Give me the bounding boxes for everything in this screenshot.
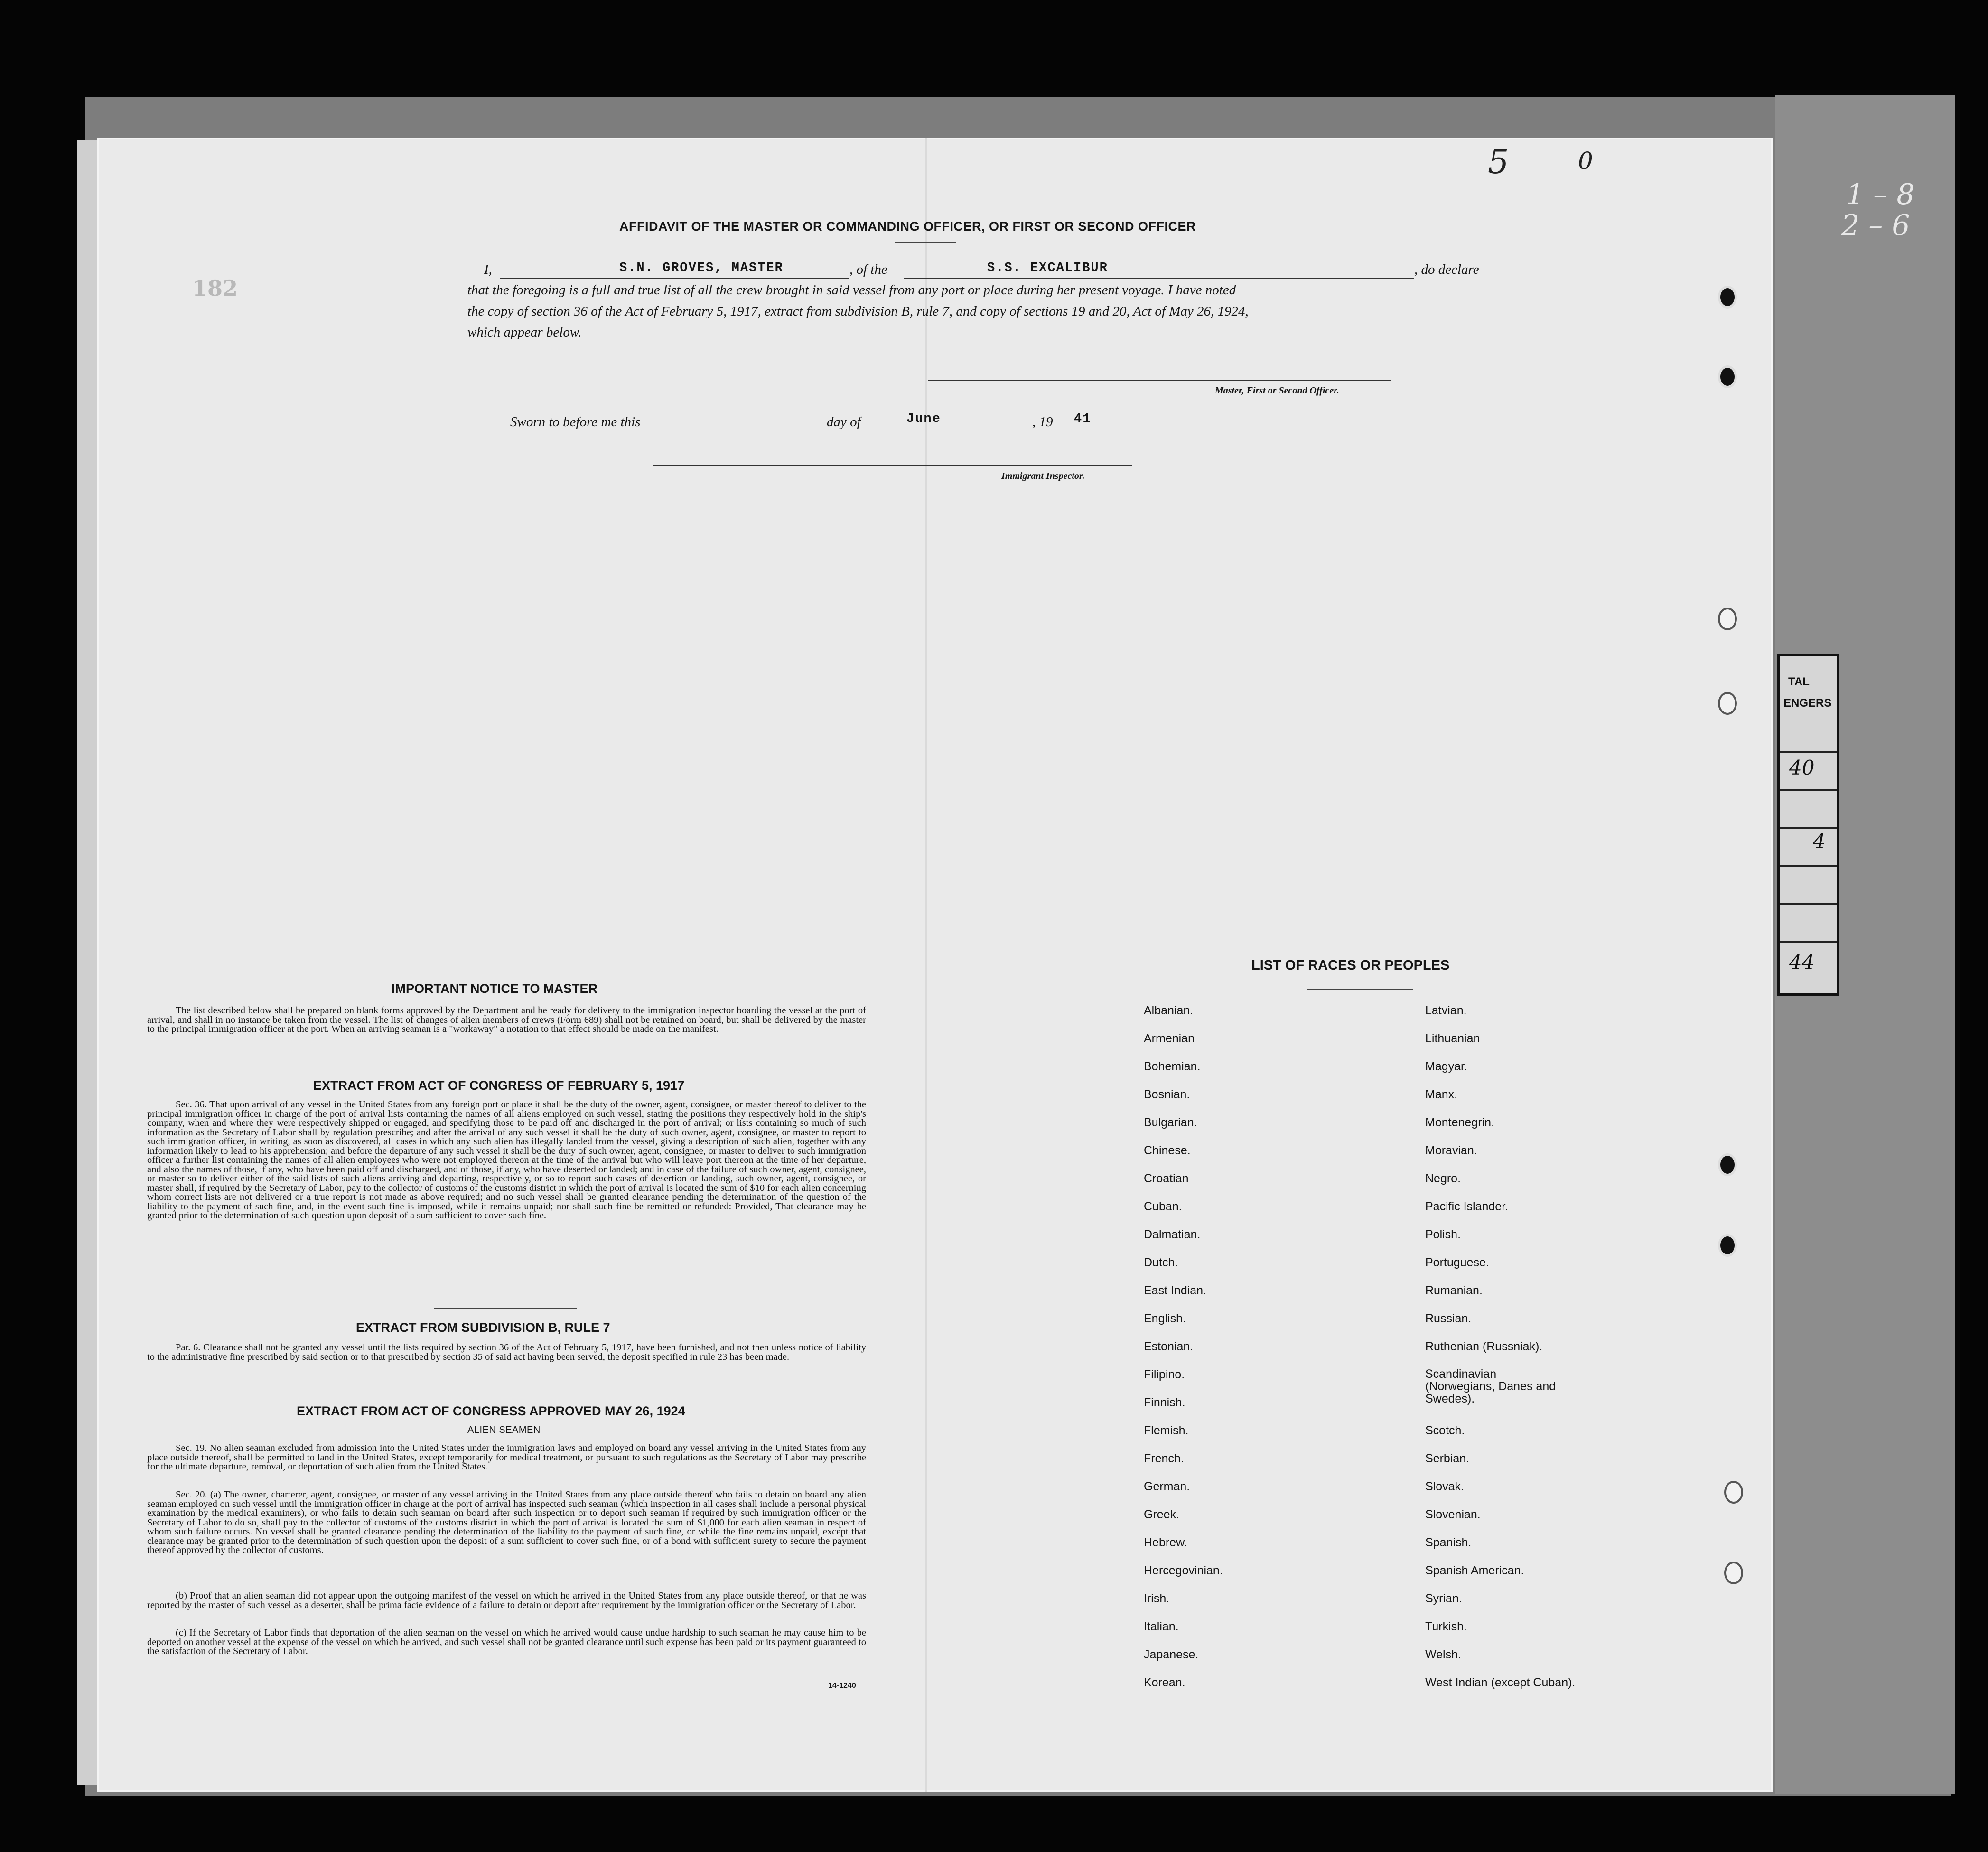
race-item: Bulgarian. bbox=[1144, 1116, 1197, 1129]
handwritten-sheet-number-a: 5 bbox=[1488, 142, 1509, 181]
master-signature-line bbox=[928, 380, 1391, 381]
punch-hole bbox=[1718, 286, 1737, 309]
punch-hole bbox=[1718, 608, 1737, 630]
inspector-caption: Immigrant Inspector. bbox=[1001, 471, 1085, 481]
race-item: Slovenian. bbox=[1425, 1508, 1481, 1521]
form-sheet bbox=[97, 138, 1773, 1792]
race-item: Serbian. bbox=[1425, 1452, 1470, 1465]
race-item: Japanese. bbox=[1144, 1648, 1199, 1661]
tab-total-2: 4 bbox=[1813, 830, 1826, 853]
race-item: Armenian bbox=[1144, 1032, 1195, 1045]
do-declare-label: , do declare bbox=[1414, 262, 1479, 277]
total-passengers-tab bbox=[1777, 654, 1839, 996]
sworn-prefix: Sworn to before me this bbox=[510, 414, 641, 430]
race-item: Korean. bbox=[1144, 1676, 1185, 1689]
races-left-column bbox=[1144, 1004, 1223, 1704]
tab-total-1: 40 bbox=[1789, 756, 1815, 779]
title-underline bbox=[895, 242, 956, 243]
race-item: Manx. bbox=[1425, 1088, 1458, 1101]
race-item: Ruthenian (Russniak). bbox=[1425, 1340, 1543, 1353]
extract-1917-title: EXTRACT FROM ACT OF CONGRESS OF FEBRUARY 5, 1917 bbox=[313, 1078, 685, 1093]
affidavit-prefix: I, bbox=[484, 262, 492, 277]
race-item: Dutch. bbox=[1144, 1256, 1178, 1269]
race-item: Turkish. bbox=[1425, 1620, 1467, 1633]
punch-hole bbox=[1718, 692, 1737, 715]
race-item: Filipino. bbox=[1144, 1368, 1185, 1381]
section-19-text: Sec. 19. No alien seaman excluded from admission into the United States under the immigration laws and employed on board any vessel arriving in the United States from any place outside thereof, shall be permitted to land in the United States, except temporarily for medical treatment, or pursuant to such regulations as the Secretary of Labor may prescribe for the ultimate departure, removal, or deportation of such alien from the United States. bbox=[147, 1443, 866, 1472]
race-item: French. bbox=[1144, 1452, 1184, 1465]
extract-1917-text: Sec. 36. That upon arrival of any vessel in the United States from any foreign port or place it shall be the duty of the owner, agent, consignee, or master thereof to deliver to the principal immigration officer in charge of the port of arrival lists containing the names of all aliens employed on such vessel, stating the positions they respectively hold in the ship's company, when and where they were respectively shipped or engaged, and specifying those to be paid off and discharged in the port of arrival; or lists containing so much of such information as the Secretary of Labor shall by regulation prescribe; and after the arrival of any such vessel it shall be the duty of such owner, agent, consignee, or master to report to such immigration officer, in writing, as soon as discovered, all cases in which any such alien has illegally landed from the vessel, giving a description of such alien, together with any information likely to lead to his apprehension; and before the departure of any such vessel it shall be the duty of such owner, agent, consignee, or master to deliver to such immigration officer a further list containing the names of all alien employees who were not employed thereon at the time of the arrival but who will leave port thereon at the time of her departure, and also the names of those, if any, who have been paid off and discharged, and of those, if any, who have deserted or landed; and in case of the failure of such owner, agent, consignee, or master so to deliver either of the said lists of such aliens arriving and departing, respectively, or so to report such cases of desertion or landing, such owner, agent, consignee, or master shall, if required by the Secretary of Labor, pay to the collector of customs of the customs district in which the port of arrival is located the sum of $10 for each alien concerning whom correct lists are not delivered or a true report is not made as above required; and no such vessel shall be granted clearance pending the determination of the question of the liability to the payment of such fine, and, in the event such fine is imposed, while it remains unpaid; nor shall such fine be remitted or refunded: Provided, That clearance may be granted prior to the determination of such question upon deposit of a sum sufficient to cover such fine. bbox=[147, 1099, 866, 1221]
officer-name-value: S.N. GROVES, MASTER bbox=[619, 261, 784, 275]
punch-hole bbox=[1724, 1481, 1743, 1504]
officer-name-blank bbox=[500, 278, 849, 279]
section-20b-text: (b) Proof that an alien seaman did not appear upon the outgoing manifest of the vessel on which he arrived in the United States from any place outside thereof, or that he was reported by the master of such vessel as a deserter, shall be prima facie evidence of a failure to detain or deport after requirement by the immigration officer or the Secretary of Labor. bbox=[147, 1590, 866, 1610]
race-item: Albanian. bbox=[1144, 1004, 1194, 1017]
race-item: German. bbox=[1144, 1480, 1190, 1493]
punch-hole bbox=[1718, 1153, 1737, 1176]
race-item: Welsh. bbox=[1425, 1648, 1461, 1661]
race-item: West Indian (except Cuban). bbox=[1425, 1676, 1576, 1689]
race-item: Finnish. bbox=[1144, 1396, 1185, 1409]
affidavit-body-line-2: the copy of section 36 of the Act of February 5, 1917, extract from subdivision B, rule 7, and copy of sections 19 and 20, Act of May 26, 1924, bbox=[467, 304, 1249, 319]
race-item: Irish. bbox=[1144, 1592, 1170, 1605]
race-item: Spanish American. bbox=[1425, 1564, 1524, 1577]
race-item: Rumanian. bbox=[1425, 1284, 1483, 1297]
year-prefix: , 19 bbox=[1032, 414, 1053, 430]
race-item: Moravian. bbox=[1425, 1144, 1477, 1157]
race-item: Scandinavian (Norwegians, Danes and Swedes). bbox=[1425, 1367, 1556, 1405]
race-item: Negro. bbox=[1425, 1172, 1461, 1185]
race-item: Estonian. bbox=[1144, 1340, 1194, 1353]
extract-rule7-title: EXTRACT FROM SUBDIVISION B, RULE 7 bbox=[356, 1320, 610, 1335]
form-number: 14-1240 bbox=[828, 1682, 856, 1690]
affidavit-body-line-3: which appear below. bbox=[467, 325, 582, 340]
race-item: Slovak. bbox=[1425, 1480, 1464, 1493]
race-item: Hercegovinian. bbox=[1144, 1564, 1223, 1577]
race-item: East Indian. bbox=[1144, 1284, 1207, 1297]
vessel-name-blank bbox=[904, 278, 1414, 279]
of-the-label: , of the bbox=[849, 262, 887, 277]
notice-title: IMPORTANT NOTICE TO MASTER bbox=[392, 982, 597, 996]
page-fold bbox=[925, 138, 927, 1792]
punch-hole bbox=[1718, 1234, 1737, 1257]
race-item: Russian. bbox=[1425, 1312, 1472, 1325]
race-item: Dalmatian. bbox=[1144, 1228, 1201, 1241]
handwritten-margin-note-2: 2 – 6 bbox=[1841, 209, 1910, 242]
extract-1924-title: EXTRACT FROM ACT OF CONGRESS APPROVED MAY 26, 1924 bbox=[297, 1404, 685, 1418]
sworn-year-value: 41 bbox=[1074, 412, 1092, 426]
tab-label-line-2: ENGERS bbox=[1783, 697, 1832, 710]
race-item: Chinese. bbox=[1144, 1144, 1191, 1157]
race-item: Hebrew. bbox=[1144, 1536, 1187, 1549]
master-signature-caption: Master, First or Second Officer. bbox=[1215, 385, 1339, 396]
faint-stray-number: 182 bbox=[192, 275, 238, 301]
punch-hole bbox=[1718, 365, 1737, 388]
race-item: Lithuanian bbox=[1425, 1032, 1480, 1045]
race-item: Bosnian. bbox=[1144, 1088, 1190, 1101]
day-of-label: day of bbox=[827, 414, 861, 430]
section-20c-text: (c) If the Secretary of Labor finds that deportation of the alien seaman on the vessel on which he arrived would cause undue hardship to such seaman he may cause him to be deported on another vessel at the expense of the vessel on which he arrived, and such vessel shall not be granted clearance until such expense has been paid or its payment guaranteed to the satisfaction of the Secretary of Labor. bbox=[147, 1628, 866, 1656]
races-right-column bbox=[1425, 1004, 1575, 1704]
race-item: Syrian. bbox=[1425, 1592, 1462, 1605]
race-item: Flemish. bbox=[1144, 1424, 1189, 1437]
inspector-signature-line bbox=[653, 465, 1132, 466]
race-item: Polish. bbox=[1425, 1228, 1461, 1241]
race-item: Latvian. bbox=[1425, 1004, 1467, 1017]
section-20a-text: Sec. 20. (a) The owner, charterer, agent, consignee, or master of any vessel arriving in the United States from any place outside thereof who fails to detain on board any alien seaman employed on such vessel until the immigration officer in charge at the port of arrival has inspected such seaman (which inspection in all cases shall include a personal physical examination by the medical examiners), or who fails to detain such seaman on board after such inspection or to deport such seaman if required by such immigration officer or the Secretary of Labor to do so, shall pay to the collector of customs of the customs district in which the port of arrival is located the sum of $1,000 for each alien seaman in respect of whom such failure occurs. No vessel shall be granted clearance pending the determination of the liability to the payment of such fine, or while the fine remains unpaid, except that clearance may be granted prior to the determination of such question upon the deposit of a sum sufficient to cover such fine, or of a bond with sufficient surety to secure the payment thereof approved by the collector of customs. bbox=[147, 1489, 866, 1555]
notice-text: The list described below shall be prepared on blank forms approved by the Department and be ready for delivery to the immigration inspector boarding the vessel at the port of arrival, and shall in no instance be taken from the vessel. The list of changes of alien members of crews (Form 689) shall not be retained on board, but shall be delivered by the master to the principal immigration officer at the port. When an arriving seaman is a "workaway" a notation to that effect should be made on the manifest. bbox=[147, 1005, 866, 1034]
handwritten-margin-note-1: 1 – 8 bbox=[1846, 178, 1915, 211]
tab-total-3: 44 bbox=[1789, 951, 1815, 974]
punch-hole bbox=[1724, 1562, 1743, 1584]
vessel-name-value: S.S. EXCALIBUR bbox=[987, 261, 1108, 275]
race-item: Portuguese. bbox=[1425, 1256, 1489, 1269]
race-item: Magyar. bbox=[1425, 1060, 1467, 1073]
race-item: Cuban. bbox=[1144, 1200, 1182, 1213]
race-item: Italian. bbox=[1144, 1620, 1179, 1633]
extract-rule7-text: Par. 6. Clearance shall not be granted any vessel until the lists required by section 36 of the Act of February 5, 1917, have been furnished, and not then unless notice of liability to the administrative fine prescribed by said section or to that prescribed by section 35 of said act having been served, the deposit specified in rule 23 has been made. bbox=[147, 1342, 866, 1362]
sworn-month-value: June bbox=[906, 412, 941, 426]
affidavit-body-line-1: that the foregoing is a full and true list of all the crew brought in said vessel from any port or place during her present voyage. I have noted bbox=[467, 282, 1236, 298]
tab-label-line-1: TAL bbox=[1788, 675, 1810, 688]
extract-1924-subtitle: ALIEN SEAMEN bbox=[467, 1425, 541, 1435]
race-item: Bohemian. bbox=[1144, 1060, 1201, 1073]
race-item: Pacific Islander. bbox=[1425, 1200, 1509, 1213]
races-title: LIST OF RACES OR PEOPLES bbox=[1251, 958, 1450, 973]
races-title-underline bbox=[1307, 989, 1413, 990]
handwritten-sheet-number-b: 0 bbox=[1578, 147, 1593, 175]
affidavit-title: AFFIDAVIT OF THE MASTER OR COMMANDING OFFICER, OR FIRST OR SECOND OFFICER bbox=[619, 219, 1196, 234]
section-divider bbox=[434, 1308, 577, 1309]
race-item: Scotch. bbox=[1425, 1424, 1465, 1437]
race-item: Greek. bbox=[1144, 1508, 1180, 1521]
race-item: Croatian bbox=[1144, 1172, 1189, 1185]
race-item: Spanish. bbox=[1425, 1536, 1472, 1549]
race-item: Montenegrin. bbox=[1425, 1116, 1494, 1129]
race-item: English. bbox=[1144, 1312, 1186, 1325]
